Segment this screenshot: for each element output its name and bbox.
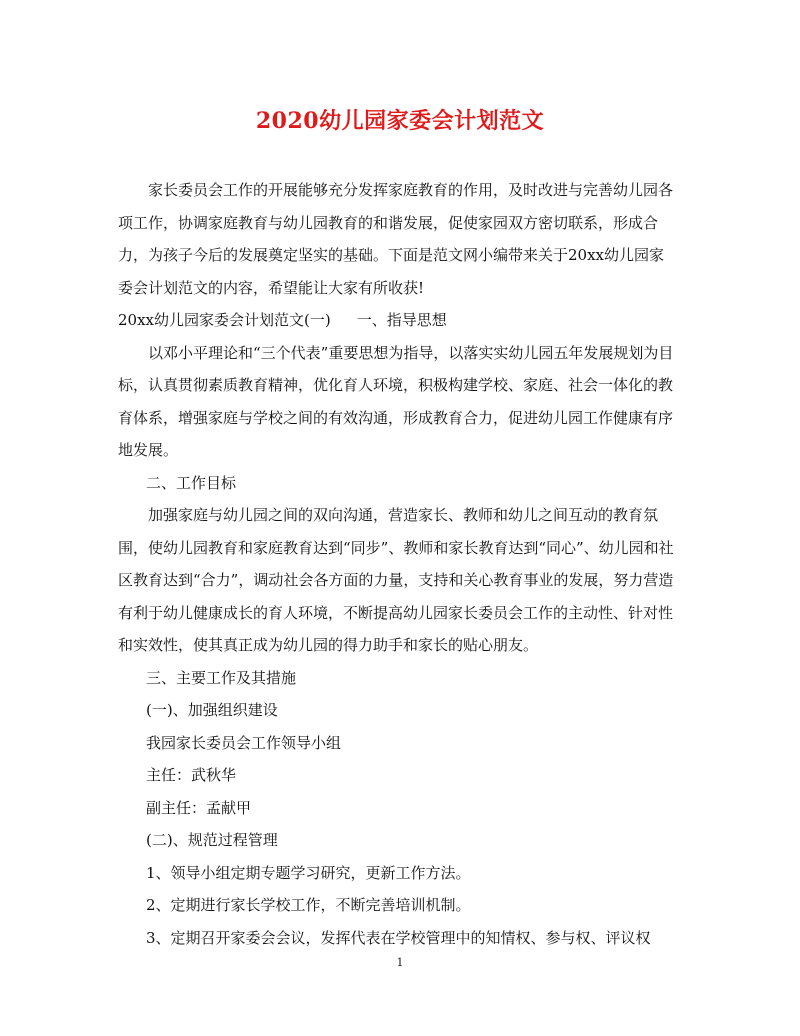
section1-heading: 一、指导思想	[356, 311, 447, 329]
section3-heading: 三、主要工作及其措施	[146, 668, 297, 687]
section1-paragraph: 以邓小平理论和“三个代表”重要思想为指导，以落实实幼儿园五年发展规划为目标，认真贯彻素质教育精神，优化育人环境，积极构建学校、家庭、社会一体化的教育体系，增强家庭与学校之间的有效沟通，形成教育合力，促进幼儿园工作健康有序地发展。	[118, 343, 674, 459]
intro-paragraph: 家长委员会工作的开展能够充分发挥家庭教育的作用，及时改进与完善幼儿园各项工作，协调家庭教育与幼儿园教育的和谐发展，促使家园双方密切联系，形成合力，为孩子今后的发展奠定坚实的基础。下面是范文网小编带来关于20xx幼儿园家委会计划范文的内容，希望能让大家有所收获!	[118, 181, 674, 297]
sub1-heading: (一)、加强组织建设	[146, 701, 278, 719]
sub2-heading: (二)、规范过程管理	[146, 831, 278, 849]
vice-director-line: 副主任：孟献甲	[146, 798, 252, 817]
page-number: 1	[396, 956, 404, 969]
sub-title-line	[118, 304, 678, 337]
section2-paragraph: 加强家庭与幼儿园之间的双向沟通，营造家长、教师和幼儿之间互动的教育氛围，使幼儿园教育和家庭教育达到“同步”、教师和家长教育达到“同心”、幼儿园和社区教育达到“合力”，调动社会各方面的力量，支持和关心教育事业的发展，努力营造有利于幼儿健康成长的育人环境，不断提高幼儿园家长委员会工作的主动性、针对性和实效性，使其真正成为幼儿园的得力助手和家长的贴心朋友。	[118, 506, 674, 654]
document-body	[118, 174, 678, 954]
list-item: 2、定期进行家长学校工作，不断完善培训机制。	[146, 896, 471, 914]
document-title: 2020幼儿园家委会计划范文	[255, 108, 545, 134]
group-name: 我园家长委员会工作领导小组	[146, 733, 342, 752]
list-item: 3、定期召开家委会会议，发挥代表在学校管理中的知情权、参与权、评议权	[146, 928, 651, 947]
sub-title: 20xx幼儿园家委会计划范文(一)	[118, 311, 331, 329]
director-line: 主任：武秋华	[146, 766, 237, 784]
section2-heading: 二、工作目标	[146, 473, 237, 492]
list-item: 1、领导小组定期专题学习研究，更新工作方法。	[146, 863, 471, 882]
